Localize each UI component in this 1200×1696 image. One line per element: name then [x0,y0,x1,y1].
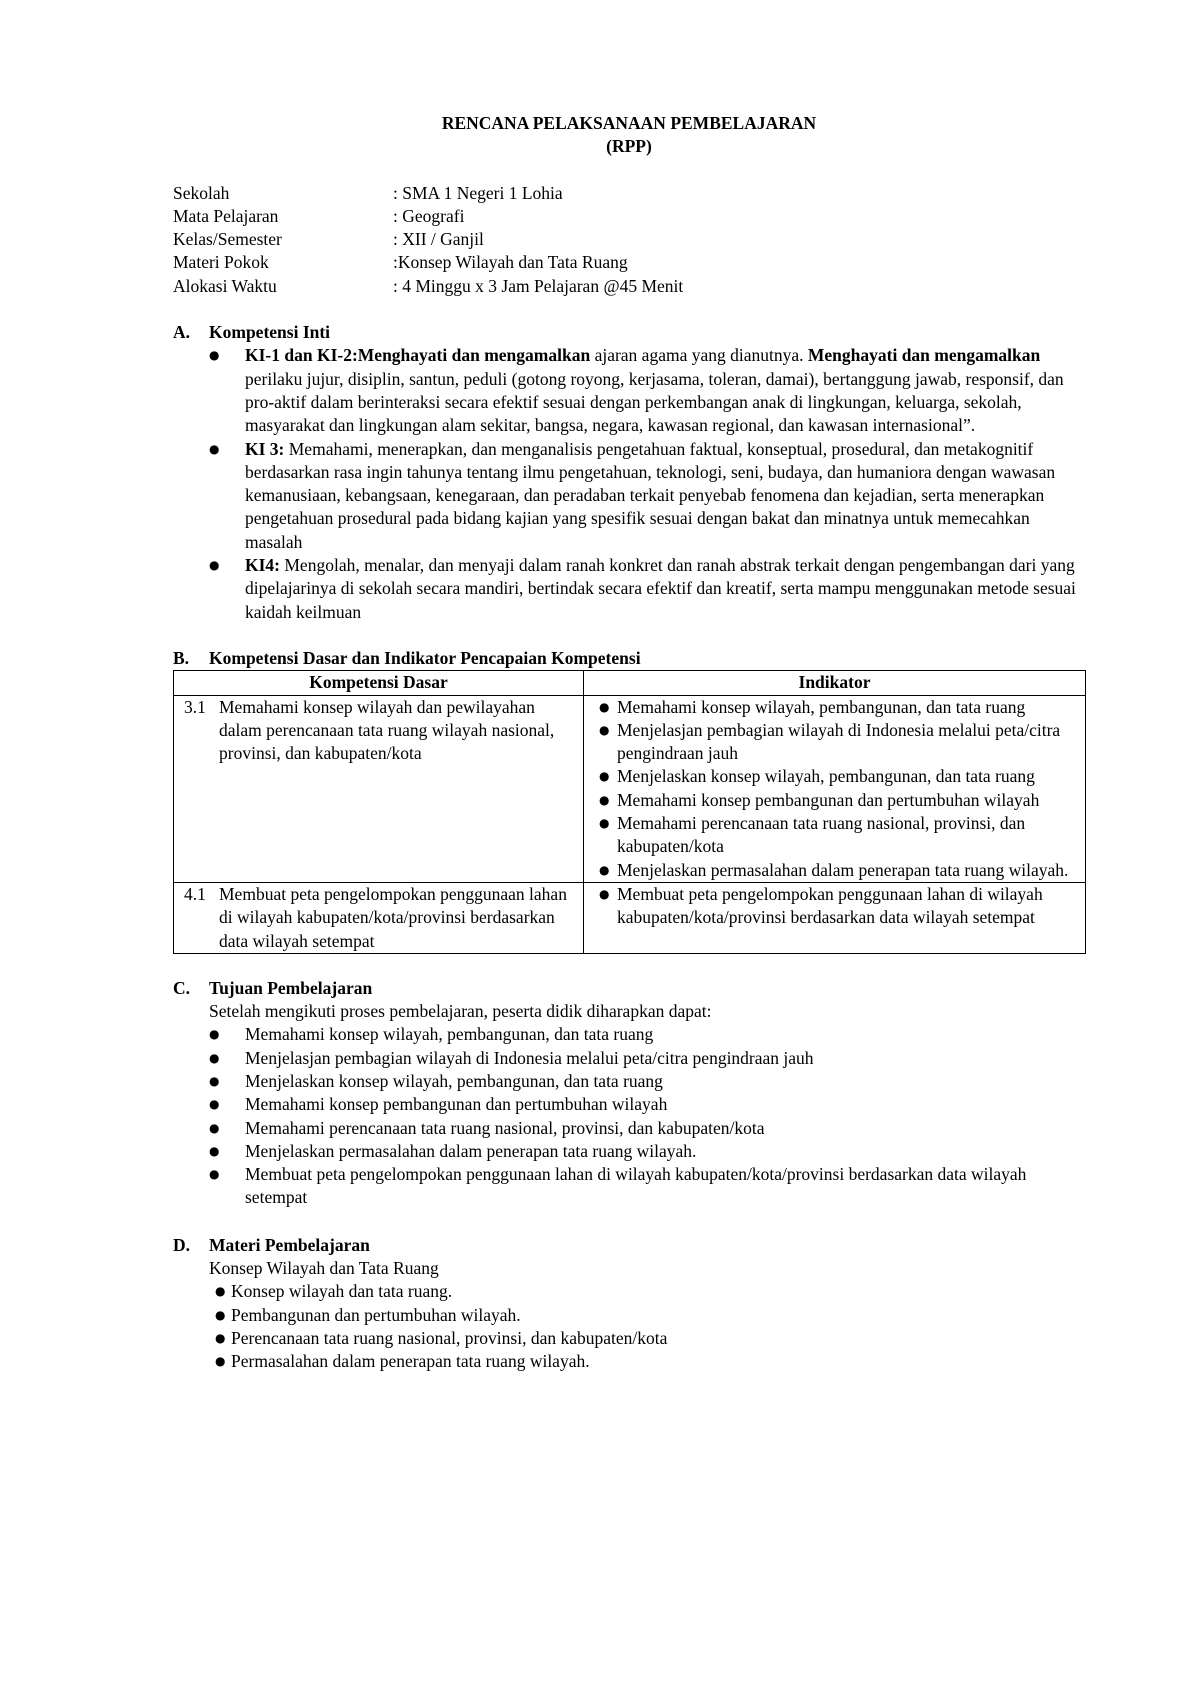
list-item [215,1280,1085,1303]
bullet-icon: ● [209,1027,220,1042]
document-title: RENCANA PELAKSANAAN PEMBELAJARAN [441,113,817,133]
bullet-icon: ● [215,1354,226,1369]
indicator-text: Membuat peta pengelompokan penggunaan lahan di wilayah kabupaten/kota/provinsi berdasarkan data wilayah setempat [617,883,1043,928]
bullet-icon: ● [215,1307,226,1322]
ki-text [245,554,1085,624]
objective-text: Memahami konsep pembangunan dan pertumbuhan wilayah [245,1094,668,1115]
section-intro: Konsep Wilayah dan Tata Ruang [209,1258,439,1279]
identity-value: :Konsep Wilayah dan Tata Ruang [393,252,628,273]
identity-value: : 4 Minggu x 3 Jam Pelajaran @45 Menit [393,275,684,296]
ki-label: KI 3: [245,438,285,459]
list-item [209,1023,1085,1046]
section-intro: Setelah mengikuti proses pembelajaran, peserta didik diharapkan dapat: [209,1001,712,1022]
objective-text: Memahami konsep wilayah, pembangunan, dan tata ruang [245,1024,654,1045]
indicator-text: Menjelasjan pembagian wilayah di Indonesia melalui peta/citra pengindraan jauh [617,719,1061,764]
section-heading [173,977,1085,1000]
bullet-icon: ● [209,1097,220,1112]
section-letter: A. [173,322,191,343]
list-item [599,719,1079,766]
bullet-icon: ● [599,886,610,901]
identity-row [173,182,1085,205]
objective-list [173,1023,1085,1209]
identity-label: Sekolah [173,182,230,203]
material-text: Konsep wilayah dan tata ruang. [231,1281,453,1302]
kd-table [173,670,1086,954]
kd-number: 4.1 [184,883,206,904]
objective-text: Menjelaskan permasalahan dalam penerapan tata ruang wilayah. [245,1140,697,1161]
indicator-cell [584,695,1086,882]
table-row [174,882,1086,953]
identity-label: Materi Pokok [173,252,269,273]
section-title: Materi Pembelajaran [209,1234,370,1255]
ki-label: KI-1 dan KI-2:Menghayati dan mengamalkan [245,345,591,366]
column-header: Kompetensi Dasar [174,671,584,695]
material-text: Perencanaan tata ruang nasional, provinsi, dan kabupaten/kota [231,1327,668,1348]
section-kompetensi-dasar [173,647,1085,954]
ki-body: perilaku jujur, disiplin, santun, peduli (gotong royong, kerjasama, toleran, damai), bertanggung jawab, responsif, dan pro-aktif dalam berinteraksi secara efektif sesuai dengan perkembangan anak di lingkungan, keluarga, sekolah, masyarakat dan lingkungan alam sekitar, bangsa, negara, kawasan regional, dan kawasan internasional”. [245,368,1064,436]
identity-block [173,182,1085,298]
list-item [209,1117,1085,1140]
list-item [209,1140,1085,1163]
kd-number: 3.1 [184,696,206,717]
objective-text: Menjelasjan pembagian wilayah di Indonesia melalui peta/citra pengindraan jauh [245,1047,814,1068]
bullet-icon: ● [599,722,610,737]
list-item [209,344,1085,437]
indicator-list [599,696,1079,882]
bullet-icon: ● [209,441,220,456]
bullet-icon: ● [215,1330,226,1345]
section-title: Tujuan Pembelajaran [209,977,373,998]
document-subtitle: (RPP) [606,136,652,157]
objective-text: Memahami perencanaan tata ruang nasional, provinsi, dan kabupaten/kota [245,1117,765,1138]
ki-emphasis: Menghayati dan mengamalkan [807,345,1041,366]
list-item [209,1047,1085,1070]
list-item [215,1304,1085,1327]
bullet-icon: ● [209,1120,220,1135]
bullet-icon: ● [599,699,610,714]
kd-item [184,696,577,766]
identity-label: Kelas/Semester [173,229,282,250]
kd-item [184,883,577,953]
material-text: Pembangunan dan pertumbuhan wilayah. [231,1304,521,1325]
section-title: Kompetensi Inti [209,322,331,343]
kd-text: Membuat peta pengelompokan penggunaan lahan di wilayah kabupaten/kota/provinsi berdasarkan data wilayah setempat [219,883,567,951]
section-letter: B. [173,647,190,668]
indicator-text: Memahami konsep wilayah, pembangunan, dan tata ruang [617,696,1026,717]
bullet-icon: ● [209,1050,220,1065]
kd-cell [174,695,584,882]
bullet-icon: ● [209,558,220,573]
indicator-cell [584,882,1086,953]
ki-body: ajaran agama yang dianutnya. [590,345,808,366]
identity-row [173,205,1085,228]
bullet-icon: ● [209,348,220,363]
ki-text [245,438,1085,554]
identity-label: Alokasi Waktu [173,275,277,296]
bullet-icon: ● [599,769,610,784]
bullet-icon: ● [209,1073,220,1088]
list-item [209,1163,1085,1210]
document-page [173,112,1085,1374]
identity-row [173,251,1085,274]
section-heading [173,1234,1085,1257]
ki-body: Mengolah, menalar, dan menyaji dalam ranah konkret dan ranah abstrak terkait dengan pengembangan dari yang dipelajarinya di sekolah secara mandiri, bertindak secara efektif dan kreatif, serta mampu menggunakan metode sesuai kaidah keilmuan [245,555,1076,622]
column-header: Indikator [584,671,1086,695]
list-item [215,1350,1085,1373]
table-row [174,695,1086,882]
list-item [599,696,1079,719]
bullet-icon: ● [599,816,610,831]
list-item [599,812,1079,859]
ki-label: KI4: [245,555,280,576]
ki-body: Memahami, menerapkan, dan menganalisis pengetahuan faktual, konseptual, prosedural, dan metakognitif berdasarkan rasa ingin tahunya tentang ilmu pengetahuan, teknologi, seni, budaya, dan humaniora dengan wawasan kemanusiaan, kebangsaan, kenegaraan, dan peradaban terkait penyebab fenomena dan kejadian, serta menerapkan pengetahuan prosedural pada bidang kajian yang spesifik sesuai dengan bakat dan minatnya untuk memecahkan masalah [245,438,1056,552]
table-header-row [174,671,1086,695]
list-item [599,765,1079,788]
section-heading [173,321,1085,344]
list-item [599,789,1079,812]
bullet-icon: ● [209,1143,220,1158]
ki-list [173,344,1085,624]
section-tujuan-pembelajaran [173,977,1085,1210]
material-text: Permasalahan dalam penerapan tata ruang wilayah. [231,1351,590,1372]
indicator-text: Menjelaskan permasalahan dalam penerapan tata ruang wilayah. [617,859,1069,880]
identity-value: : XII / Ganjil [393,229,484,250]
objective-text: Menjelaskan konsep wilayah, pembangunan, dan tata ruang [245,1070,663,1091]
identity-value: : SMA 1 Negeri 1 Lohia [393,182,563,203]
list-item [209,438,1085,554]
identity-value: : Geografi [393,205,465,226]
list-item [209,554,1085,624]
identity-label: Mata Pelajaran [173,205,279,226]
ki-text [245,344,1085,437]
material-list [173,1280,1085,1373]
list-item [215,1327,1085,1350]
indicator-text: Memahami perencanaan tata ruang nasional, provinsi, dan kabupaten/kota [617,813,1026,857]
list-item [599,859,1079,882]
bullet-icon: ● [215,1284,226,1299]
section-heading [173,647,1085,670]
section-title: Kompetensi Dasar dan Indikator Pencapaian Kompetensi [209,647,641,668]
section-letter: C. [173,977,191,998]
kd-cell [174,882,584,953]
indicator-list [599,883,1079,930]
identity-row [173,228,1085,251]
section-materi-pembelajaran [173,1234,1085,1374]
section-letter: D. [173,1234,191,1255]
indicator-text: Menjelaskan konsep wilayah, pembangunan, dan tata ruang [617,766,1035,787]
bullet-icon: ● [599,862,610,877]
objective-text: Membuat peta pengelompokan penggunaan lahan di wilayah kabupaten/kota/provinsi berdasarkan data wilayah setempat [245,1164,1027,1208]
bullet-icon: ● [599,792,610,807]
list-item [209,1070,1085,1093]
list-item [599,883,1079,930]
kd-text: Memahami konsep wilayah dan pewilayahan dalam perencanaan tata ruang wilayah nasional, provinsi, dan kabupaten/kota [219,696,555,764]
bullet-icon: ● [209,1167,220,1182]
indicator-text: Memahami konsep pembangunan dan pertumbuhan wilayah [617,789,1040,810]
section-kompetensi-inti [173,321,1085,624]
list-item [209,1093,1085,1116]
identity-row [173,275,1085,298]
